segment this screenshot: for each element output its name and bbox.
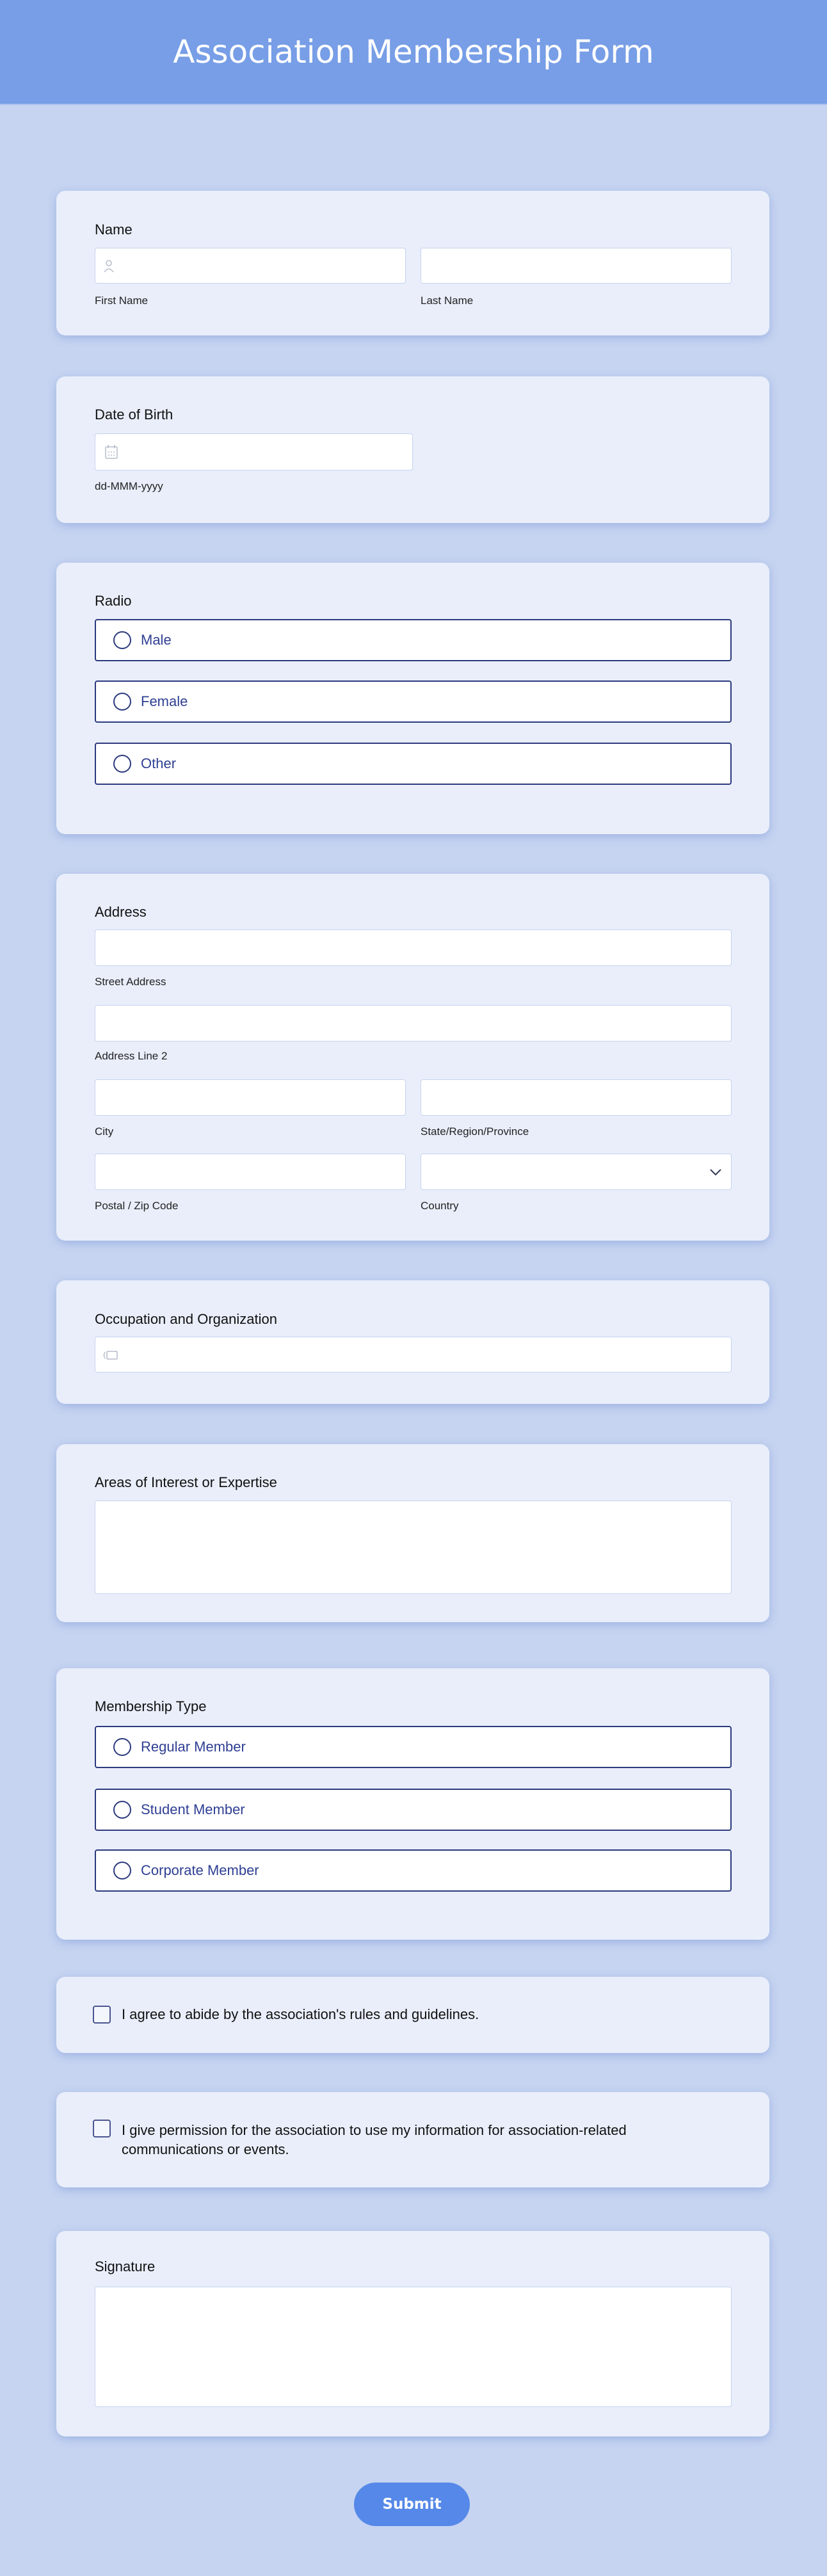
zip-input[interactable] <box>95 1154 406 1190</box>
address-card <box>56 874 769 1241</box>
radio-circle-icon[interactable] <box>113 1738 131 1756</box>
radio-option-female[interactable] <box>95 680 732 723</box>
occupation-card <box>56 1280 769 1404</box>
dob-format-hint: dd-MMM-yyyy <box>95 480 163 492</box>
submit-button[interactable]: Submit <box>354 2483 470 2526</box>
country-sublabel: Country <box>421 1200 459 1212</box>
radio-circle-icon[interactable] <box>113 693 131 711</box>
option-label: Student Member <box>141 1801 245 1817</box>
street-address-input[interactable] <box>95 930 732 966</box>
interests-textarea[interactable] <box>95 1501 732 1594</box>
interests-label: Areas of Interest or Expertise <box>95 1474 277 1490</box>
radio-card <box>56 563 769 834</box>
address-line2-input[interactable] <box>95 1005 732 1042</box>
radio-option-male[interactable] <box>95 619 732 661</box>
radio-circle-icon[interactable] <box>113 755 131 773</box>
permission-checkbox[interactable] <box>93 2120 111 2137</box>
state-input[interactable] <box>421 1079 732 1116</box>
zip-sublabel: Postal / Zip Code <box>95 1200 179 1212</box>
signature-label: Signature <box>95 2258 156 2274</box>
signature-card <box>56 2231 769 2436</box>
radio-label: Radio <box>95 593 132 609</box>
name-card <box>56 191 769 335</box>
option-label: Corporate Member <box>141 1862 259 1878</box>
membership-option-corporate[interactable] <box>95 1849 732 1892</box>
agree-checkbox[interactable] <box>93 2006 111 2024</box>
occupation-label: Occupation and Organization <box>95 1311 277 1327</box>
dob-label: Date of Birth <box>95 407 173 423</box>
country-select[interactable] <box>421 1154 732 1190</box>
interests-card <box>56 1444 769 1622</box>
radio-circle-icon[interactable] <box>113 1801 131 1819</box>
occupation-input[interactable] <box>95 1337 732 1373</box>
membership-card <box>56 1668 769 1940</box>
option-label: Other <box>141 755 177 771</box>
first-name-sublabel: First Name <box>95 294 149 307</box>
option-label: Male <box>141 632 172 648</box>
agree-label[interactable]: I agree to abide by the association's rules and guidelines. <box>122 2006 479 2022</box>
radio-option-other[interactable] <box>95 743 732 785</box>
first-name-input[interactable] <box>95 248 406 284</box>
person-icon <box>103 259 115 274</box>
last-name-sublabel: Last Name <box>421 294 474 307</box>
form-header <box>0 0 827 105</box>
city-input[interactable] <box>95 1079 406 1116</box>
dob-input[interactable] <box>95 433 413 471</box>
address-line2-sublabel: Address Line 2 <box>95 1050 168 1062</box>
option-label: Female <box>141 693 188 709</box>
radio-circle-icon[interactable] <box>113 1862 131 1880</box>
name-label: Name <box>95 221 132 237</box>
form-title: Association Membership Form <box>173 33 654 70</box>
id-card-icon <box>102 1350 118 1360</box>
address-label: Address <box>95 904 147 920</box>
permission-label[interactable]: I give permission for the association to use my information for association-related communications or events. <box>122 2122 627 2157</box>
street-address-sublabel: Street Address <box>95 976 166 988</box>
signature-pad[interactable] <box>95 2287 732 2407</box>
chevron-down-icon[interactable] <box>709 1168 722 1176</box>
last-name-input[interactable] <box>421 248 732 284</box>
agree-card <box>56 1977 769 2053</box>
option-label: Regular Member <box>141 1739 246 1755</box>
membership-label: Membership Type <box>95 1698 207 1714</box>
radio-circle-icon[interactable] <box>113 631 131 649</box>
city-sublabel: City <box>95 1125 114 1138</box>
membership-option-student[interactable] <box>95 1789 732 1831</box>
calendar-icon[interactable] <box>104 444 118 460</box>
state-sublabel: State/Region/Province <box>421 1125 529 1138</box>
membership-option-regular[interactable] <box>95 1726 732 1768</box>
dob-card <box>56 376 769 523</box>
permission-card <box>56 2092 769 2187</box>
